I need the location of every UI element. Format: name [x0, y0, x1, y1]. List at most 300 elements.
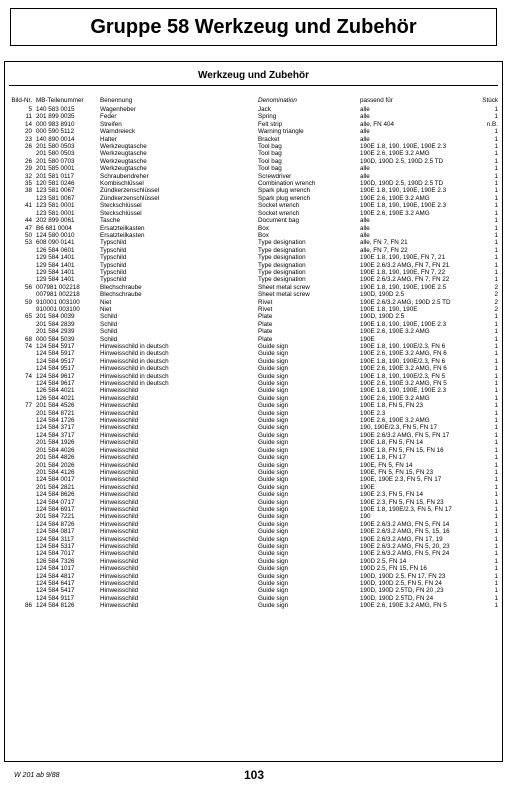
table-row	[5, 528, 502, 535]
denomination-cell: Spark plug wrench	[258, 187, 311, 195]
bild-nr-cell	[5, 580, 36, 587]
part-number-cell: 124 584 5417	[36, 587, 75, 595]
denomination-cell: Guide sign	[258, 394, 289, 402]
bild-nr-cell: 56	[24, 283, 32, 291]
table-row	[5, 291, 502, 298]
benennung-cell: Hinweisschild	[100, 431, 139, 439]
part-number-cell: 201 584 4126	[36, 468, 75, 476]
column-header-benennung: Benennung	[100, 97, 133, 104]
stueck-cell: 1	[494, 239, 498, 247]
passend-fuer-cell: 190E 2.6/3.2 AMG, FN 5, FN 14	[360, 520, 450, 528]
passend-fuer-cell: alle	[360, 217, 370, 225]
passend-fuer-cell: alle	[360, 224, 370, 232]
stueck-cell: 1	[494, 357, 498, 365]
table-row	[5, 187, 502, 194]
stueck-cell: 1	[494, 528, 498, 536]
benennung-cell: Niet	[100, 305, 112, 313]
column-header-stueck: Stück	[482, 97, 498, 104]
denomination-cell: Combination wrench	[258, 180, 316, 188]
denomination-cell: Plate	[258, 335, 273, 343]
column-header-mb-teilenummer: MB-Teilenummer	[36, 97, 84, 104]
benennung-cell: Hinweisschild	[100, 535, 139, 543]
denomination-cell: Rivet	[258, 298, 273, 306]
footer-model-note: W 201 ab 9/88	[14, 772, 60, 779]
part-number-cell: 124 584 9517	[36, 357, 75, 365]
part-number-cell: 000 590 5112	[36, 128, 75, 136]
table-row	[5, 239, 502, 246]
stueck-cell: 1	[494, 187, 498, 195]
stueck-cell: 1	[494, 246, 498, 254]
denomination-cell: Guide sign	[258, 476, 289, 484]
passend-fuer-cell: 190E 2.6, 190E 3.2 AMG, FN 6	[360, 350, 447, 358]
table-row	[5, 217, 502, 224]
stueck-cell: 1	[494, 594, 498, 602]
bild-nr-cell	[5, 350, 36, 357]
parts-table	[5, 95, 502, 610]
stueck-cell: 1	[494, 409, 498, 417]
part-number-cell: 124 584 8726	[36, 520, 75, 528]
bild-nr-cell	[5, 262, 36, 269]
bild-nr-cell	[5, 587, 36, 594]
passend-fuer-cell: 190E 2.6, 190E 3.2 AMG	[360, 417, 430, 425]
part-number-cell: 129 584 1401	[36, 268, 75, 276]
table-row	[5, 128, 502, 135]
part-number-cell: 201 584 2939	[36, 328, 75, 336]
denomination-cell: Guide sign	[258, 557, 289, 565]
bild-nr-cell: 53	[24, 239, 32, 247]
benennung-cell: Hinweisschild in deutsch	[100, 343, 169, 350]
denomination-cell: Guide sign	[258, 565, 289, 573]
table-row	[5, 284, 502, 291]
stueck-cell: 1	[494, 587, 498, 595]
bild-nr-cell	[5, 269, 36, 276]
passend-fuer-cell: alle	[360, 106, 370, 113]
benennung-cell: Hinweisschild in deutsch	[100, 372, 169, 380]
passend-fuer-cell: alle	[360, 165, 370, 173]
denomination-cell: Type designation	[258, 246, 306, 254]
denomination-cell: Plate	[258, 313, 273, 321]
benennung-cell: Typschild	[100, 261, 127, 269]
passend-fuer-cell: 190E 2.6, 190E 3.2 AMG	[360, 194, 430, 202]
bild-nr-cell	[5, 328, 36, 335]
stueck-cell: 1	[494, 491, 498, 499]
part-number-cell: 126 584 0601	[36, 246, 75, 254]
benennung-cell: Hinweisschild	[100, 491, 139, 499]
denomination-cell: Guide sign	[258, 498, 289, 506]
bild-nr-cell	[5, 491, 36, 498]
table-row	[5, 462, 502, 469]
bild-nr-cell: 77	[24, 402, 32, 410]
stueck-cell: 1	[494, 217, 498, 225]
stueck-cell: 1	[494, 165, 498, 173]
denomination-cell: Guide sign	[258, 424, 289, 432]
denomination-cell: Guide sign	[258, 431, 289, 439]
benennung-cell: Blechschraube	[100, 291, 142, 299]
passend-fuer-cell: 190D, 190D 2.5, 190D 2.5 TD	[360, 180, 444, 188]
stueck-cell: 1	[494, 365, 498, 373]
passend-fuer-cell: 190E 1.8, 190, 190E, 190E 2.5	[360, 283, 447, 291]
bild-nr-cell	[5, 499, 36, 506]
stueck-cell: 1	[494, 535, 498, 543]
table-row	[5, 232, 502, 239]
table-row	[5, 173, 502, 180]
stueck-cell: 1	[494, 402, 498, 410]
denomination-cell: Spring	[258, 113, 277, 121]
benennung-cell: Ersatzteilkasten	[100, 231, 145, 239]
part-number-cell: 123 581 0067	[36, 194, 75, 202]
benennung-cell: Hinweisschild	[100, 439, 139, 447]
passend-fuer-cell: 190E 2.6/3.2 AMG, FN 7, FN 21	[360, 261, 450, 269]
benennung-cell: Schild	[100, 335, 118, 343]
part-number-cell: 124 584 1017	[36, 565, 75, 573]
passend-fuer-cell: 190E 2.3, FN 5, FN 15, FN 23	[360, 498, 444, 506]
denomination-cell: Felt strip	[258, 120, 283, 128]
part-number-cell: 124 584 0717	[36, 498, 75, 506]
benennung-cell: Hinweisschild in deutsch	[100, 380, 169, 388]
part-number-cell: 124 584 5917	[36, 343, 75, 350]
denomination-cell: Box	[258, 231, 269, 239]
passend-fuer-cell: 190E 2.6/3.2 AMG, FN 5, 20, 23	[360, 542, 450, 550]
part-number-cell: 124 584 4817	[36, 572, 75, 580]
benennung-cell: Blechschraube	[100, 283, 142, 291]
passend-fuer-cell: 190E 2.3, FN 5, FN 14	[360, 491, 423, 499]
part-number-cell: 120 581 0246	[36, 180, 75, 188]
part-number-cell: 201 585 0001	[36, 165, 75, 173]
benennung-cell: Hinweisschild	[100, 565, 139, 573]
benennung-cell: Wagenheber	[100, 106, 136, 113]
stueck-cell: 1	[494, 520, 498, 528]
part-number-cell: 124 584 9617	[36, 380, 75, 388]
part-number-cell: 124 584 3717	[36, 424, 75, 432]
table-row	[5, 387, 502, 394]
table-row	[5, 587, 502, 594]
column-header-denomination: Denomination	[258, 97, 297, 104]
benennung-cell: Hinweisschild	[100, 417, 139, 425]
stueck-cell: 2	[494, 305, 498, 313]
denomination-cell: Guide sign	[258, 468, 289, 476]
stueck-cell: n.B.	[486, 120, 498, 128]
table-row	[5, 276, 502, 283]
part-number-cell: 123 581 0001	[36, 202, 75, 210]
stueck-cell: 1	[494, 320, 498, 328]
denomination-cell: Sheet metal screw	[258, 291, 310, 299]
table-row	[5, 447, 502, 454]
stueck-cell: 1	[494, 343, 498, 350]
benennung-cell: Hinweisschild	[100, 505, 139, 513]
denomination-cell: Plate	[258, 328, 273, 336]
passend-fuer-cell: 190D, 190D 2.5, FN 5, FN 24	[360, 580, 442, 587]
stueck-cell: 1	[494, 335, 498, 343]
table-row	[5, 269, 502, 276]
part-number-cell: 201 584 4026	[36, 446, 75, 454]
passend-fuer-cell: 190E 1.8, 190, 190E/2.3, FN 5	[360, 372, 446, 380]
bild-nr-cell	[5, 462, 36, 469]
table-row	[5, 476, 502, 483]
benennung-cell: Hinweisschild	[100, 520, 139, 528]
bild-nr-cell	[5, 210, 36, 217]
table-row	[5, 513, 502, 520]
passend-fuer-cell: 190	[360, 513, 371, 521]
benennung-cell: Hinweisschild	[100, 424, 139, 432]
bild-nr-cell: 14	[24, 120, 32, 128]
benennung-cell: Hinweisschild	[100, 580, 139, 587]
benennung-cell: Hinweisschild	[100, 602, 139, 610]
passend-fuer-cell: 190E, 190E 2.3, FN 5, FN 17	[360, 476, 442, 484]
part-number-cell: 007981 002218	[36, 291, 80, 299]
stueck-cell: 1	[494, 483, 498, 491]
benennung-cell: Hinweisschild	[100, 402, 139, 410]
denomination-cell: Tool bag	[258, 143, 282, 151]
denomination-cell: Guide sign	[258, 572, 289, 580]
bild-nr-cell	[5, 521, 36, 528]
table-row	[5, 484, 502, 491]
passend-fuer-cell: 190E 1.8, 190, 190E/2.3, FN 6	[360, 343, 446, 350]
denomination-cell: Guide sign	[258, 357, 289, 365]
stueck-cell: 1	[494, 461, 498, 469]
stueck-cell: 1	[494, 106, 498, 113]
benennung-cell: Typschild	[100, 246, 127, 254]
bild-nr-cell	[5, 358, 36, 365]
part-number-cell: 124 584 1726	[36, 417, 75, 425]
denomination-cell: Guide sign	[258, 454, 289, 462]
table-row	[5, 410, 502, 417]
part-number-cell: 201 581 0117	[36, 172, 75, 180]
bild-nr-cell	[5, 417, 36, 424]
passend-fuer-cell: 190E 1.8, 190, 190E, FN 7, 22	[360, 268, 446, 276]
benennung-cell: Halter	[100, 135, 117, 143]
part-number-cell: 129 584 1401	[36, 276, 75, 284]
benennung-cell: Hinweisschild	[100, 528, 139, 536]
denomination-cell: Guide sign	[258, 365, 289, 373]
bild-nr-cell: 35	[24, 180, 32, 188]
denomination-cell: Guide sign	[258, 343, 289, 350]
benennung-cell: Hinweisschild	[100, 461, 139, 469]
denomination-cell: Guide sign	[258, 409, 289, 417]
benennung-cell: Hinweisschild in deutsch	[100, 357, 169, 365]
benennung-cell: Ersatzteilkasten	[100, 224, 145, 232]
table-row	[5, 313, 502, 320]
table-row	[5, 113, 502, 120]
passend-fuer-cell: 190E 1.8, 190, 190E, 190E 2.3	[360, 387, 447, 395]
passend-fuer-cell: 190E 1.8, 190, 190E, 190E 2.3	[360, 187, 447, 195]
stueck-cell: 1	[494, 602, 498, 610]
part-number-cell: 000 584 5039	[36, 335, 75, 343]
part-number-cell: 124 584 9517	[36, 365, 75, 373]
denomination-cell: Guide sign	[258, 372, 289, 380]
bild-nr-cell	[5, 291, 36, 298]
stueck-cell: 1	[494, 476, 498, 484]
part-number-cell: 126 584 7326	[36, 557, 75, 565]
part-number-cell: 201 584 7221	[36, 513, 75, 521]
bild-nr-cell	[5, 395, 36, 402]
benennung-cell: Streifen	[100, 120, 122, 128]
denomination-cell: Guide sign	[258, 461, 289, 469]
bild-nr-cell	[5, 595, 36, 602]
bild-nr-cell	[5, 469, 36, 476]
column-header-passend-fuer: passend für	[360, 97, 393, 104]
bild-nr-cell: 65	[24, 313, 32, 321]
benennung-cell: Hinweisschild	[100, 587, 139, 595]
benennung-cell: Feder	[100, 113, 117, 121]
stueck-cell: 1	[494, 417, 498, 425]
table-row	[5, 358, 502, 365]
denomination-cell: Guide sign	[258, 602, 289, 610]
bild-nr-cell: 68	[24, 335, 32, 343]
part-number-cell: 201 584 2026	[36, 461, 75, 469]
bild-nr-cell	[5, 365, 36, 372]
part-number-cell: 126 584 4021	[36, 387, 75, 395]
parts-panel	[4, 61, 503, 762]
table-row	[5, 225, 502, 232]
benennung-cell: Hinweisschild in deutsch	[100, 350, 169, 358]
table-row	[5, 521, 502, 528]
part-number-cell: 201 899 0035	[36, 113, 75, 121]
passend-fuer-cell: alle	[360, 128, 370, 136]
bild-nr-cell	[5, 276, 36, 283]
part-number-cell: 126 584 4021	[36, 394, 75, 402]
passend-fuer-cell: 190D, 190D 2.5, FN 17, FN 23	[360, 572, 446, 580]
benennung-cell: Hinweisschild	[100, 572, 139, 580]
part-number-cell: 123 581 0001	[36, 209, 75, 217]
denomination-cell: Socket wrench	[258, 202, 300, 210]
passend-fuer-cell: 190E 2.6, 190E 3.2 AMG	[360, 150, 430, 158]
table-row	[5, 565, 502, 572]
passend-fuer-cell: 190E 1.8, 190, 190E	[360, 305, 418, 313]
benennung-cell: Hinweisschild	[100, 513, 139, 521]
stueck-cell: 1	[494, 387, 498, 395]
benennung-cell: Zündkerzenschlüssel	[100, 187, 160, 195]
part-number-cell: 007981 002218	[36, 283, 80, 291]
table-row	[5, 373, 502, 380]
denomination-cell: Guide sign	[258, 513, 289, 521]
passend-fuer-cell: alle, FN 7, FN 22	[360, 246, 408, 254]
passend-fuer-cell: 190E 2.6/3.2 AMG, FN 7, FN 22	[360, 276, 450, 284]
table-row	[5, 150, 502, 157]
table-row	[5, 573, 502, 580]
stueck-cell: 1	[494, 328, 498, 336]
denomination-cell: Type designation	[258, 261, 306, 269]
table-row	[5, 336, 502, 343]
benennung-cell: Typschild	[100, 239, 127, 247]
bild-nr-cell: 74	[24, 372, 32, 380]
section-title: Werkzeug und Zubehör	[198, 70, 309, 81]
denomination-cell: Guide sign	[258, 535, 289, 543]
table-row	[5, 602, 502, 609]
benennung-cell: Typschild	[100, 254, 127, 262]
denomination-cell: Spark plug wrench	[258, 194, 311, 202]
stueck-cell: 1	[494, 557, 498, 565]
passend-fuer-cell: 190E 1.8, 190, 190E/2.3, FN 6	[360, 357, 446, 365]
bild-nr-cell	[5, 476, 36, 483]
passend-fuer-cell: 190E 2.6/3.2 AMG, FN 5, 15, 16	[360, 528, 450, 536]
denomination-cell: Box	[258, 224, 269, 232]
denomination-cell: Guide sign	[258, 542, 289, 550]
stueck-cell: 1	[494, 572, 498, 580]
table-row	[5, 491, 502, 498]
table-row	[5, 365, 502, 372]
part-number-cell: 124 584 0017	[36, 476, 75, 484]
part-number-cell: 124 584 7017	[36, 550, 75, 558]
denomination-cell: Guide sign	[258, 402, 289, 410]
denomination-cell: Warning triangle	[258, 128, 304, 136]
bild-nr-cell	[5, 387, 36, 394]
part-number-cell: B6 681 0004	[36, 224, 72, 232]
part-number-cell: 608 090 0141	[36, 239, 75, 247]
page-title: Gruppe 58 Werkzeug und Zubehör	[10, 8, 497, 46]
passend-fuer-cell: 190E 1.8, FN 5, FN 15, FN 16	[360, 446, 444, 454]
denomination-cell: Sheet metal screw	[258, 283, 310, 291]
part-number-cell: 124 584 5917	[36, 350, 75, 358]
denomination-cell: Type designation	[258, 254, 306, 262]
passend-fuer-cell: 190D, 190D 2.5, 190D 2.5 TD	[360, 157, 444, 165]
bild-nr-cell	[5, 550, 36, 557]
part-number-cell: 124 584 9617	[36, 372, 75, 380]
bild-nr-cell: 86	[24, 602, 32, 610]
table-row	[5, 254, 502, 261]
table-row	[5, 195, 502, 202]
passend-fuer-cell: 190E 2.6, 190E 3.2 AMG	[360, 328, 430, 336]
stueck-cell: 1	[494, 202, 498, 210]
table-row	[5, 121, 502, 128]
benennung-cell: Steckschlüssel	[100, 209, 142, 217]
table-row	[5, 550, 502, 557]
bild-nr-cell	[5, 432, 36, 439]
table-row	[5, 299, 502, 306]
stueck-cell: 1	[494, 468, 498, 476]
passend-fuer-cell: 190E 1.8, FN 5, FN 23	[360, 402, 423, 410]
bild-nr-cell: 11	[25, 113, 32, 121]
part-number-cell: 124 584 6417	[36, 580, 75, 587]
table-row	[5, 202, 502, 209]
table-row	[5, 165, 502, 172]
benennung-cell: Hinweisschild	[100, 550, 139, 558]
denomination-cell: Guide sign	[258, 491, 289, 499]
passend-fuer-cell: 190E 1.8, 190, 190E, 190E 2.3	[360, 320, 447, 328]
stueck-cell: 1	[494, 446, 498, 454]
bild-nr-cell	[5, 321, 36, 328]
passend-fuer-cell: alle	[360, 135, 370, 143]
benennung-cell: Tasche	[100, 217, 120, 225]
denomination-cell: Tool bag	[258, 157, 282, 165]
benennung-cell: Hinweisschild	[100, 557, 139, 565]
passend-fuer-cell: alle, FN 7, FN 21	[360, 239, 408, 247]
denomination-cell: Type designation	[258, 276, 306, 284]
part-number-cell: 124 584 9117	[36, 594, 75, 602]
denomination-cell: Type designation	[258, 268, 306, 276]
denomination-cell: Guide sign	[258, 446, 289, 454]
benennung-cell: Hinweisschild	[100, 476, 139, 484]
part-number-cell: 124 584 3717	[36, 431, 75, 439]
stueck-cell: 2	[494, 298, 498, 306]
benennung-cell: Hinweisschild	[100, 409, 139, 417]
passend-fuer-cell: 190E 1.8, FN 5, FN 14	[360, 439, 423, 447]
stueck-cell: 1	[494, 513, 498, 521]
denomination-cell: Guide sign	[258, 417, 289, 425]
benennung-cell: Hinweisschild	[100, 454, 139, 462]
table-row	[5, 343, 502, 350]
bild-nr-cell: 47	[24, 224, 32, 232]
bild-nr-cell	[5, 447, 36, 454]
denomination-cell: Guide sign	[258, 439, 289, 447]
part-number-cell: 123 581 0067	[36, 187, 75, 195]
table-row	[5, 439, 502, 446]
part-number-cell: 140 583 0015	[36, 106, 75, 113]
part-number-cell: 129 584 1401	[36, 261, 75, 269]
denomination-cell: Document bag	[258, 217, 299, 225]
bild-nr-cell	[5, 543, 36, 550]
part-number-cell: 910001 003100	[36, 298, 80, 306]
stueck-cell: 1	[494, 424, 498, 432]
